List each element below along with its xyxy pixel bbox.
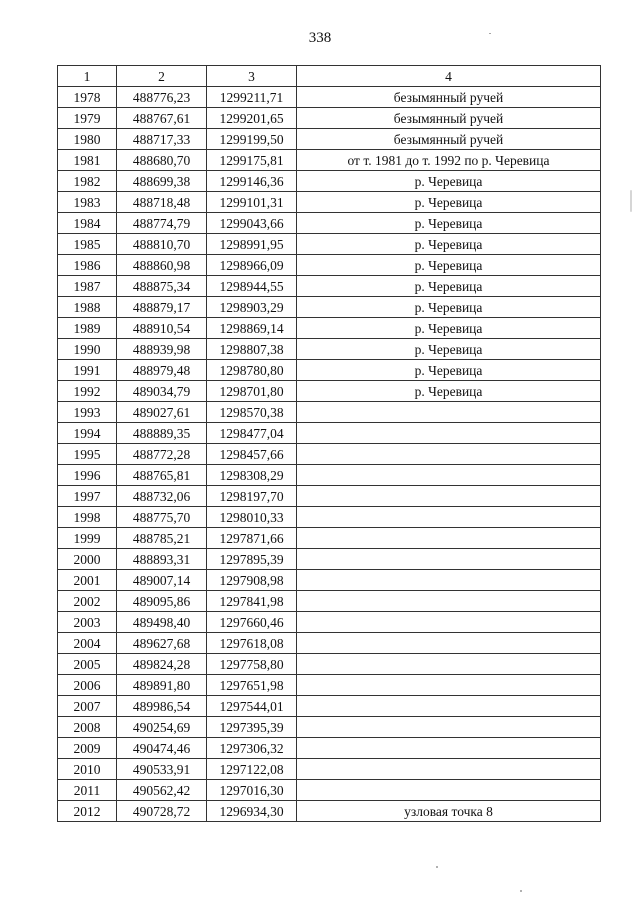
x-coordinate-cell: 488775,70 (117, 507, 207, 528)
y-coordinate-cell: 1298457,66 (207, 444, 297, 465)
description-cell: р. Черевица (297, 192, 601, 213)
scan-speck (630, 190, 632, 212)
description-cell (297, 528, 601, 549)
table-row (58, 633, 601, 654)
point-number-cell: 1984 (58, 213, 117, 234)
x-coordinate-cell: 490474,46 (117, 738, 207, 759)
y-coordinate-cell: 1298991,95 (207, 234, 297, 255)
description-cell: безымянный ручей (297, 129, 601, 150)
table-row (58, 381, 601, 402)
y-coordinate-cell: 1299101,31 (207, 192, 297, 213)
y-coordinate-cell: 1298477,04 (207, 423, 297, 444)
table-row (58, 318, 601, 339)
y-coordinate-cell: 1298903,29 (207, 297, 297, 318)
description-cell: р. Черевица (297, 381, 601, 402)
x-coordinate-cell: 489498,40 (117, 612, 207, 633)
table-row (58, 360, 601, 381)
x-coordinate-cell: 488699,38 (117, 171, 207, 192)
description-cell: р. Черевица (297, 318, 601, 339)
table-row (58, 507, 601, 528)
description-cell (297, 633, 601, 654)
y-coordinate-cell: 1296934,30 (207, 801, 297, 822)
point-number-cell: 2008 (58, 717, 117, 738)
x-coordinate-cell: 489007,14 (117, 570, 207, 591)
point-number-cell: 1989 (58, 318, 117, 339)
point-number-cell: 1995 (58, 444, 117, 465)
description-cell: безымянный ручей (297, 87, 601, 108)
point-number-cell: 1998 (58, 507, 117, 528)
description-cell (297, 465, 601, 486)
point-number-cell: 1999 (58, 528, 117, 549)
description-cell (297, 675, 601, 696)
table-row (58, 717, 601, 738)
point-number-cell: 1991 (58, 360, 117, 381)
point-number-cell: 2010 (58, 759, 117, 780)
x-coordinate-cell: 488776,23 (117, 87, 207, 108)
table-header-row (58, 66, 601, 87)
description-cell (297, 591, 601, 612)
page-number: 338 (308, 30, 332, 46)
header-col-2: 2 (117, 66, 207, 87)
y-coordinate-cell: 1298807,38 (207, 339, 297, 360)
table-row (58, 150, 601, 171)
x-coordinate-cell: 488893,31 (117, 549, 207, 570)
table-row (58, 276, 601, 297)
point-number-cell: 2003 (58, 612, 117, 633)
point-number-cell: 2009 (58, 738, 117, 759)
point-number-cell: 2006 (58, 675, 117, 696)
table-row (58, 255, 601, 276)
table-row (58, 213, 601, 234)
y-coordinate-cell: 1298570,38 (207, 402, 297, 423)
y-coordinate-cell: 1298701,80 (207, 381, 297, 402)
x-coordinate-cell: 489095,86 (117, 591, 207, 612)
y-coordinate-cell: 1299175,81 (207, 150, 297, 171)
x-coordinate-cell: 488765,81 (117, 465, 207, 486)
description-cell: р. Черевица (297, 234, 601, 255)
point-number-cell: 1987 (58, 276, 117, 297)
x-coordinate-cell: 488732,06 (117, 486, 207, 507)
y-coordinate-cell: 1297544,01 (207, 696, 297, 717)
y-coordinate-cell: 1297908,98 (207, 570, 297, 591)
point-number-cell: 2005 (58, 654, 117, 675)
table-row (58, 549, 601, 570)
description-cell (297, 549, 601, 570)
table-row (58, 612, 601, 633)
table-row (58, 570, 601, 591)
x-coordinate-cell: 489986,54 (117, 696, 207, 717)
scan-speck (489, 33, 491, 34)
description-cell: р. Черевица (297, 255, 601, 276)
x-coordinate-cell: 488939,98 (117, 339, 207, 360)
point-number-cell: 2007 (58, 696, 117, 717)
description-cell: р. Черевица (297, 276, 601, 297)
x-coordinate-cell: 488979,48 (117, 360, 207, 381)
y-coordinate-cell: 1298944,55 (207, 276, 297, 297)
point-number-cell: 1986 (58, 255, 117, 276)
x-coordinate-cell: 488774,79 (117, 213, 207, 234)
description-cell (297, 423, 601, 444)
y-coordinate-cell: 1299199,50 (207, 129, 297, 150)
x-coordinate-cell: 490562,42 (117, 780, 207, 801)
point-number-cell: 1983 (58, 192, 117, 213)
x-coordinate-cell: 489824,28 (117, 654, 207, 675)
y-coordinate-cell: 1299201,65 (207, 108, 297, 129)
y-coordinate-cell: 1297895,39 (207, 549, 297, 570)
x-coordinate-cell: 489027,61 (117, 402, 207, 423)
table-row (58, 339, 601, 360)
x-coordinate-cell: 490728,72 (117, 801, 207, 822)
x-coordinate-cell: 489034,79 (117, 381, 207, 402)
table-row (58, 465, 601, 486)
y-coordinate-cell: 1299043,66 (207, 213, 297, 234)
y-coordinate-cell: 1297618,08 (207, 633, 297, 654)
point-number-cell: 1985 (58, 234, 117, 255)
point-number-cell: 1980 (58, 129, 117, 150)
point-number-cell: 2000 (58, 549, 117, 570)
y-coordinate-cell: 1297841,98 (207, 591, 297, 612)
point-number-cell: 1992 (58, 381, 117, 402)
y-coordinate-cell: 1297651,98 (207, 675, 297, 696)
table-row (58, 528, 601, 549)
y-coordinate-cell: 1297122,08 (207, 759, 297, 780)
x-coordinate-cell: 490533,91 (117, 759, 207, 780)
table-row (58, 801, 601, 822)
description-cell (297, 507, 601, 528)
x-coordinate-cell: 489891,80 (117, 675, 207, 696)
y-coordinate-cell: 1298780,80 (207, 360, 297, 381)
table-row (58, 234, 601, 255)
description-cell: безымянный ручей (297, 108, 601, 129)
x-coordinate-cell: 488875,34 (117, 276, 207, 297)
description-cell (297, 402, 601, 423)
table-row (58, 675, 601, 696)
point-number-cell: 1990 (58, 339, 117, 360)
point-number-cell: 1997 (58, 486, 117, 507)
table-row (58, 759, 601, 780)
x-coordinate-cell: 488767,61 (117, 108, 207, 129)
table-row (58, 297, 601, 318)
point-number-cell: 2012 (58, 801, 117, 822)
table-row (58, 780, 601, 801)
header-col-1: 1 (58, 66, 117, 87)
x-coordinate-cell: 488718,48 (117, 192, 207, 213)
table-row (58, 444, 601, 465)
y-coordinate-cell: 1299146,36 (207, 171, 297, 192)
y-coordinate-cell: 1298869,14 (207, 318, 297, 339)
header-col-4: 4 (297, 66, 601, 87)
x-coordinate-cell: 488772,28 (117, 444, 207, 465)
point-number-cell: 2011 (58, 780, 117, 801)
description-cell (297, 486, 601, 507)
y-coordinate-cell: 1298308,29 (207, 465, 297, 486)
point-number-cell: 2002 (58, 591, 117, 612)
x-coordinate-cell: 488680,70 (117, 150, 207, 171)
point-number-cell: 1996 (58, 465, 117, 486)
table-row (58, 654, 601, 675)
point-number-cell: 1988 (58, 297, 117, 318)
y-coordinate-cell: 1297306,32 (207, 738, 297, 759)
y-coordinate-cell: 1297758,80 (207, 654, 297, 675)
point-number-cell: 1978 (58, 87, 117, 108)
point-number-cell: 2001 (58, 570, 117, 591)
description-cell: узловая точка 8 (297, 801, 601, 822)
scan-speck (436, 866, 438, 868)
description-cell: р. Черевица (297, 339, 601, 360)
description-cell (297, 570, 601, 591)
description-cell (297, 759, 601, 780)
y-coordinate-cell: 1298197,70 (207, 486, 297, 507)
y-coordinate-cell: 1297660,46 (207, 612, 297, 633)
point-number-cell: 1982 (58, 171, 117, 192)
table-row (58, 129, 601, 150)
y-coordinate-cell: 1299211,71 (207, 87, 297, 108)
description-cell (297, 780, 601, 801)
x-coordinate-cell: 488879,17 (117, 297, 207, 318)
x-coordinate-cell: 489627,68 (117, 633, 207, 654)
description-cell: р. Черевица (297, 297, 601, 318)
point-number-cell: 1979 (58, 108, 117, 129)
table-row (58, 423, 601, 444)
table-body (58, 87, 601, 822)
description-cell (297, 654, 601, 675)
table-row (58, 108, 601, 129)
y-coordinate-cell: 1298010,33 (207, 507, 297, 528)
description-cell (297, 696, 601, 717)
table-row (58, 192, 601, 213)
table-row (58, 696, 601, 717)
description-cell (297, 738, 601, 759)
table-row (58, 591, 601, 612)
y-coordinate-cell: 1298966,09 (207, 255, 297, 276)
y-coordinate-cell: 1297016,30 (207, 780, 297, 801)
description-cell: от т. 1981 до т. 1992 по р. Черевица (297, 150, 601, 171)
x-coordinate-cell: 488810,70 (117, 234, 207, 255)
description-cell (297, 444, 601, 465)
x-coordinate-cell: 488860,98 (117, 255, 207, 276)
point-number-cell: 1981 (58, 150, 117, 171)
description-cell: р. Черевица (297, 213, 601, 234)
table-row (58, 87, 601, 108)
table-row (58, 486, 601, 507)
point-number-cell: 2004 (58, 633, 117, 654)
table-row (58, 171, 601, 192)
table-row (58, 738, 601, 759)
description-cell (297, 717, 601, 738)
x-coordinate-cell: 488785,21 (117, 528, 207, 549)
description-cell: р. Черевица (297, 171, 601, 192)
y-coordinate-cell: 1297395,39 (207, 717, 297, 738)
header-col-3: 3 (207, 66, 297, 87)
point-number-cell: 1994 (58, 423, 117, 444)
description-cell: р. Черевица (297, 360, 601, 381)
x-coordinate-cell: 488717,33 (117, 129, 207, 150)
y-coordinate-cell: 1297871,66 (207, 528, 297, 549)
description-cell (297, 612, 601, 633)
scan-speck (520, 890, 522, 892)
coordinates-table (57, 65, 601, 822)
x-coordinate-cell: 488889,35 (117, 423, 207, 444)
point-number-cell: 1993 (58, 402, 117, 423)
x-coordinate-cell: 488910,54 (117, 318, 207, 339)
x-coordinate-cell: 490254,69 (117, 717, 207, 738)
table-row (58, 402, 601, 423)
